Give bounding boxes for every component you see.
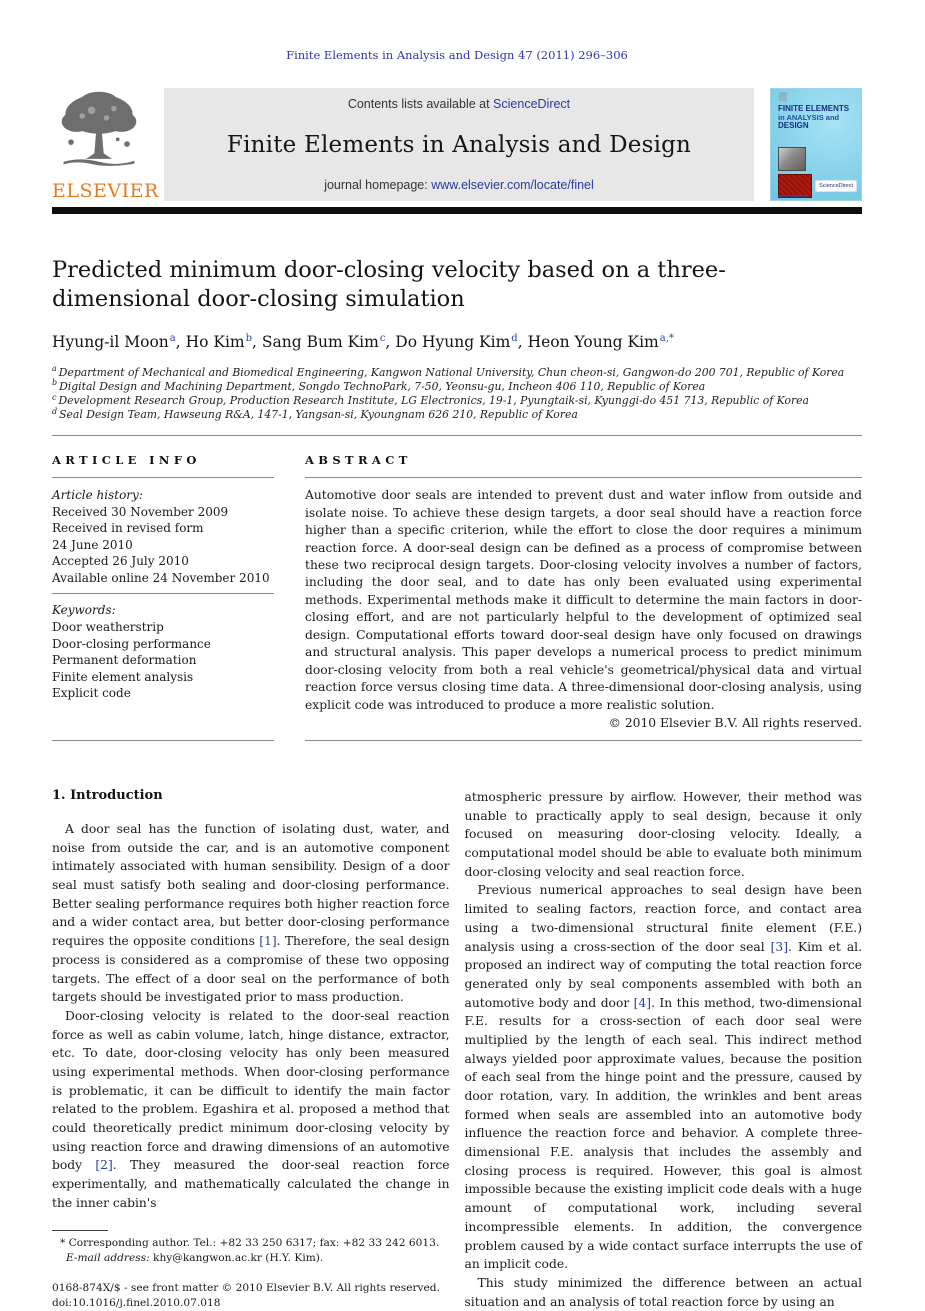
history-line: 24 June 2010 <box>52 537 133 552</box>
author <box>52 333 186 351</box>
author-affil-sup: c <box>379 332 386 344</box>
email-note <box>52 1251 450 1266</box>
homepage-line <box>174 178 744 192</box>
body-paragraph: atmospheric pressure by airflow. However, their method was unable to practically apply to seal design, because it only focused on measuring door-closing velocity. Ideally, a computational model should be able to evaluate both minimum door-closing velocity and seal reaction force. <box>464 790 862 879</box>
journal-name: Finite Elements in Analysis and Design <box>226 131 692 158</box>
body-paragraph: This study minimized the difference between an actual situation and an analysis of total reaction force by using an <box>464 1275 862 1309</box>
column-gap <box>274 436 305 741</box>
affiliation <box>52 380 862 394</box>
publisher-info <box>52 1281 450 1311</box>
affiliation-sup: a <box>52 364 57 374</box>
keyword: Permanent deformation <box>52 653 197 668</box>
affiliation-text: Seal Design Team, Hawseung R&A, 147-1, Yangsan-si, Kyoungnam 626 210, Republic of Korea <box>59 408 578 422</box>
elsevier-logo[interactable] <box>52 88 164 201</box>
journal-header-box <box>164 88 754 201</box>
keyword: Finite element analysis <box>52 669 194 684</box>
journal-citation: Finite Elements in Analysis and Design 47 (2011) 296–306 <box>286 48 628 62</box>
affiliation-text: Development Research Group, Production Research Institute, LG Electronics, 19-1, Pyungtaik-si, Kyunggi-do 451 713, Republic of Korea <box>58 394 809 408</box>
affiliation-sup: d <box>52 406 58 416</box>
affiliation <box>52 408 862 422</box>
left-column <box>52 788 450 1311</box>
cover-sciencedirect-badge: ScienceDirect <box>815 180 857 192</box>
history-line: Available online 24 November 2010 <box>52 570 270 585</box>
author-list <box>52 333 862 351</box>
affiliation-sup: b <box>52 378 58 388</box>
copyright-line: © 2010 Elsevier B.V. All rights reserved. <box>608 716 862 731</box>
journal-homepage-link[interactable]: www.elsevier.com/locate/finel <box>431 178 594 192</box>
contents-prefix: Contents lists available at <box>347 97 494 111</box>
abstract-text: Automotive door seals are intended to prevent dust and water inflow from outside and isolate noise. To achieve these design targets, a door seal should have a reaction force higher than a specific criterion, while the effort to close the door requires a minimum reaction force. A door-seal design can be defined as a process of compromise between these two reciprocal design targets. Door-closing velocity involves a number of factors, including the door seal, and to date has only been evaluated using experimental methods. Experimental methods make it difficult to determine the main factors in door-closing effort, and are not particularly helpful to the development of optimized seal design. Computational efforts toward door-seal design have only focused on drawings and structural analysis. This paper develops a numerical process to predict minimum door-closing velocity from both a real vehicle's geometrical/physical data and virtual reaction force versus closing time data. A three-dimensional door-closing analysis, using explicit code was introduced to produce a more realistic solution. <box>305 488 862 712</box>
doi-line: doi:10.1016/j.finel.2010.07.018 <box>52 1296 221 1309</box>
info-abstract-section <box>52 436 862 741</box>
contents-line <box>174 97 744 111</box>
abstract-column <box>305 436 862 741</box>
cover-crest-icon <box>779 92 787 101</box>
body-paragraph: A door seal has the function of isolating dust, water, and noise from outside the car, and is an automotive component intimately associated with human sensibility. Design of a door seal must satisfy both sealing and door-closing performance. Better sealing performance requires both higher reaction force and a wider contact area, but better door-closing performance requires the opposite conditions [1]. Therefore, the seal design process is considered as a compromise of these two opposing targets. The effect of a door seal on the performance of both targets should be investigated prior to mass production. <box>52 822 450 1005</box>
affiliation <box>52 394 862 408</box>
cover-title-line1: FINITE ELEMENTS <box>778 104 850 113</box>
author-name: Heon Young Kim <box>527 333 659 352</box>
history-line: Received 30 November 2009 <box>52 504 229 519</box>
introduction-section <box>52 788 862 1311</box>
journal-banner <box>52 88 862 201</box>
author-name: Ho Kim <box>185 333 245 352</box>
author-affil-sup: a <box>169 332 176 344</box>
cover-title-line2: in ANALYSIS and <box>778 112 840 122</box>
keyword: Explicit code <box>52 686 131 701</box>
email-label: E-mail address: <box>66 1252 150 1265</box>
homepage-prefix: journal homepage: <box>324 178 432 192</box>
affiliation-text: Digital Design and Machining Department, Songdo TechnoPark, 7-50, Yeonsu-gu, Incheon 406 110, Republic of Korea <box>59 380 706 394</box>
keywords-block <box>52 602 274 701</box>
article-info-heading: ARTICLE INFO <box>52 453 201 468</box>
cover-title-line3: DESIGN <box>778 121 809 131</box>
article-info-column <box>52 436 274 741</box>
history-line: Accepted 26 July 2010 <box>52 554 189 569</box>
author-affil-sup: b <box>245 332 253 344</box>
affiliation-list <box>52 366 862 422</box>
email-address: khy@kangwon.ac.kr (H.Y. Kim). <box>153 1252 324 1265</box>
right-column <box>465 788 863 1311</box>
header-divider-bar <box>52 207 862 214</box>
journal-cover-thumbnail[interactable] <box>770 88 862 201</box>
author <box>528 333 674 351</box>
affiliation <box>52 366 862 380</box>
author-affil-sup: d <box>511 332 518 344</box>
author-name: Do Hyung Kim <box>395 333 511 352</box>
sciencedirect-link[interactable]: ScienceDirect <box>493 97 571 111</box>
body-paragraph: Previous numerical approaches to seal design have been limited to sealing factors, reaction force, and contact area using a two-dimensional structural finite element (F.E.) analysis using a cross-section of the door seal [3]. Kim et al. proposed an indirect way of computing the total reaction force generated only by seal components assembled with both an automotive body and door [4]. In this method, two-dimensional F.E. results for a cross-section of each door seal were multiplied by the length of each seal. This indirect method always yielded poor approximate values, because the position of each seal from the hinge point and the pressure, caused by door rotation, vary. In addition, the wrinkles and bent areas formed when seals are assembled into an automotive body influence the reaction force and behavior. A complete three-dimensional F.E. analysis that includes the assembly and closing process is required. However, this goal is almost impossible because the existing implicit code deals with a huge amount of computational work, including several incompressible elements. In addition, the convergence problem caused by a wide contact surface interrupts the use of an implicit code. <box>464 883 862 1272</box>
article-history <box>52 487 274 594</box>
author <box>186 333 262 351</box>
author <box>262 333 395 351</box>
abstract-heading: ABSTRACT <box>305 453 412 468</box>
affiliation-sup: c <box>52 392 57 402</box>
author <box>395 333 527 351</box>
keyword: Door-closing performance <box>52 636 211 651</box>
cover-title <box>778 105 849 131</box>
keyword: Door weatherstrip <box>52 619 164 634</box>
cover-footer-mark <box>778 195 808 197</box>
issn-line: 0168-874X/$ - see front matter © 2010 Elsevier B.V. All rights reserved. <box>52 1281 440 1294</box>
footnote-rule <box>52 1230 108 1231</box>
author-affil-sup: a,* <box>659 332 674 344</box>
author-name: Hyung-il Moon <box>52 333 169 352</box>
elsevier-tree-icon <box>52 88 146 172</box>
affiliation-text: Department of Mechanical and Biomedical Engineering, Kangwon National University, Chun cheon-si, Gangwon-do 200 701, Republic of Korea <box>58 366 845 380</box>
history-label: Article history: <box>52 488 143 503</box>
section-heading: 1. Introduction <box>52 788 163 804</box>
article-title: Predicted minimum door-closing velocity based on a three-dimensional door-closing simulation <box>52 257 726 313</box>
cover-photo-gray <box>778 147 806 171</box>
history-line: Received in revised form <box>52 521 204 536</box>
keywords-label: Keywords: <box>52 603 116 618</box>
body-paragraph: Door-closing velocity is related to the door-seal reaction force as well as cabin volume, latch, hinge distance, extractor, etc. To date, door-closing velocity has only been measured using experimental methods. When door-closing performance is problematic, it can be difficult to identify the main factor related to the problem. Egashira et al. proposed a method that could theoretically predict minimum door-closing velocity by using reaction force and drawing dimensions of an automotive body [2]. They measured the door-seal reaction force experimentally, and mathematically calculated the change in the inner cabin's <box>52 1008 450 1210</box>
elsevier-wordmark: ELSEVIER <box>52 180 159 202</box>
heading-rule <box>52 477 274 478</box>
corresponding-author-note: * Corresponding author. Tel.: +82 33 250 6317; fax: +82 33 242 6013. <box>60 1236 440 1249</box>
author-name: Sang Bum Kim <box>261 333 379 352</box>
heading-rule <box>305 477 862 478</box>
